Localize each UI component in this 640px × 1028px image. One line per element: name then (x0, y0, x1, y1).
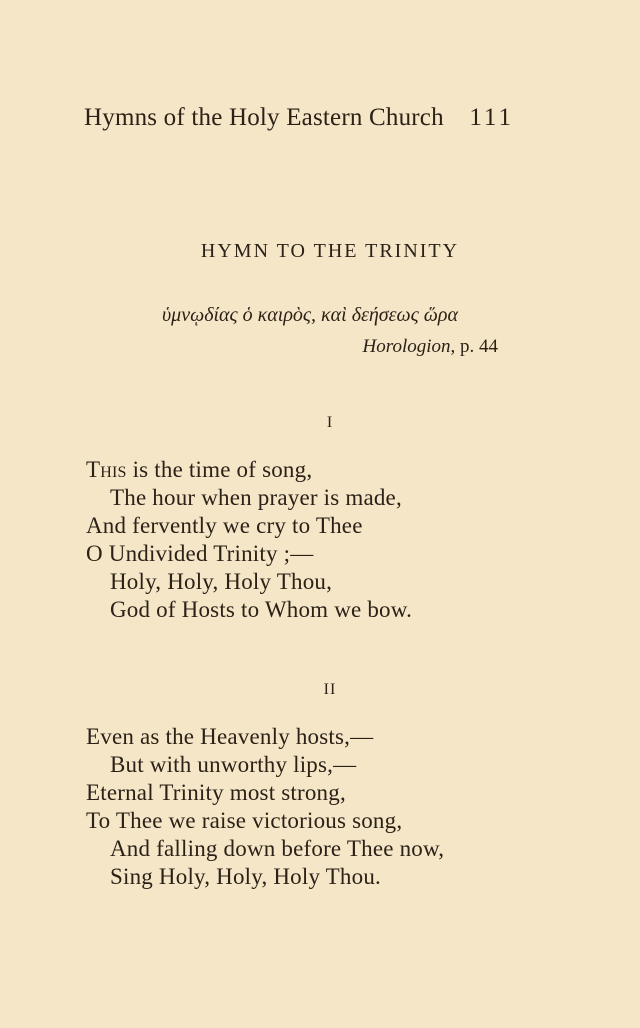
citation-source: Horologion (362, 336, 451, 357)
stanza-number: I (326, 414, 334, 431)
drop-word: This (86, 457, 127, 482)
verse-line: Sing Holy, Holy, Holy Thou. (110, 864, 381, 889)
hymn-title: HYMN TO THE TRINITY (200, 240, 460, 262)
verse-line: And falling down before Thee now, (110, 836, 445, 861)
page-number: 111 (469, 104, 514, 131)
verse-line: Holy, Holy, Holy Thou, (110, 569, 333, 594)
verse-line: God of Hosts to Whom we bow. (110, 597, 413, 622)
verse-line: But with unworthy lips,— (110, 752, 357, 777)
epigraph-citation (290, 336, 498, 358)
verse-line: O Undivided Trinity ;— (86, 541, 314, 566)
stanza-number: II (323, 681, 337, 698)
verse-line: Even as the Heavenly hosts,— (86, 724, 374, 749)
running-title: Hymns of the Holy Eastern Church (84, 104, 444, 131)
verse-line: Eternal Trinity most strong, (86, 780, 346, 805)
verse-line: The hour when prayer is made, (110, 485, 402, 510)
verse-line: To Thee we raise victorious song, (86, 808, 403, 833)
verse-line (86, 457, 312, 483)
verse-line-text: is the time of song, (126, 457, 313, 482)
citation-page: , p. 44 (450, 336, 498, 357)
greek-epigraph: ὑμνῳδίας ὁ καιρὸς, καὶ δεήσεως ὥρα (161, 304, 458, 326)
verse-line: And fervently we cry to Thee (86, 513, 363, 538)
